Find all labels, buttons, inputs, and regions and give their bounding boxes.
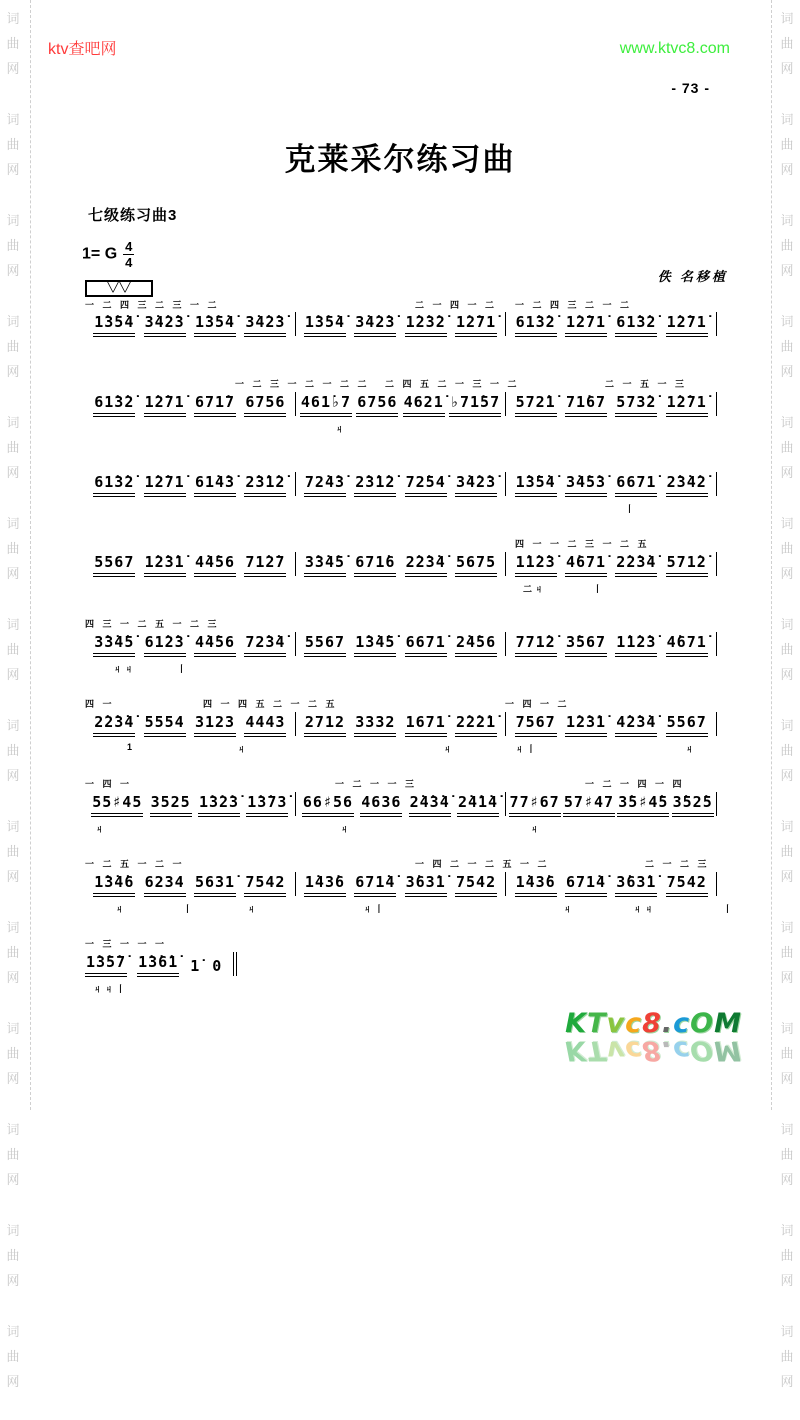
note-group: 3̇63̇1̇ [405,873,447,897]
note-group: 1̇ [190,957,201,975]
logo-letter: M [714,1008,742,1039]
watermark-group: 词 曲 网 [6,617,20,682]
fingering-marks-above: 一 三 一 一 一 [85,939,168,949]
logo-letter: O [690,1008,715,1039]
note-group: 72̇3̇4̇ [244,633,286,657]
note-group: 4̇671̇ [565,553,607,577]
note-group: 2̇3̇1̇2̇ [354,473,396,497]
note-group: 5554 [144,713,186,737]
measure [85,793,295,817]
note-group: 72̇4̇3̇ [304,473,346,497]
note-group: 61̇2̇3̇ [144,633,186,657]
bowing-marks-below: ㄐ 丨 [515,744,536,754]
bowing-marks-below: ㄐ [340,824,350,834]
bowing-marks-below: 丨 [593,584,603,594]
watermark-group: 词 曲 网 [6,1223,20,1288]
note-group: 1̇43̇6 [304,873,346,897]
bowing-marks-below: ㄐ [115,904,125,914]
fingering-marks-above: 一 四 一 [85,779,133,789]
note-group: 4̇671̇ [666,633,708,657]
logo-letter: K [565,1008,588,1039]
score-line [85,844,733,924]
logo-letter: K [565,1035,588,1066]
logo-letter: . [661,1035,674,1066]
fingering-marks-above: 二 一 二 三 [645,859,710,869]
watermark-group: 词 曲 网 [780,819,794,884]
note-group: 6756 [244,393,286,417]
note-group: 7542 [666,873,708,897]
note-group: 4443 [244,713,286,737]
watermark-group: 词 曲 网 [6,1324,20,1389]
note-group: 4̇4̇56 [194,633,236,657]
note-group: 61̇3̇2̇ [615,313,657,337]
note-group: 1̇3̇2̇3̇ [198,793,240,817]
watermark-group: 词 曲 网 [6,1021,20,1086]
fingering-marks-above: 二 一 五 一 三 [605,379,688,389]
bowing-marks-below: 二 ㄐ [523,584,544,594]
notes-row [85,632,717,657]
measure [296,473,506,497]
score [85,278,733,1004]
watermark-group: 词 曲 网 [780,1021,794,1086]
note-group: 3̇3̇4̇5̇ [304,553,346,577]
note-group: 71̇67 [565,393,607,417]
watermark-column-left [2,6,24,1420]
note-group: 2̇2̇3̇4̇ [615,553,657,577]
watermark-group: 词 曲 网 [780,314,794,379]
note-group: 3̇4̇5̇3̇ [565,473,607,497]
note-group: 61̇3̇2̇ [93,393,135,417]
note-group: 3̇567 [565,633,607,657]
note-group: 5631̇ [194,873,236,897]
note-group: 573̇2̇ [615,393,657,417]
note-group: 5675 [455,553,497,577]
note-group: 7567 [515,713,557,737]
logo-letter: 8 [642,1008,662,1039]
notes-row [85,872,717,897]
bowing-marks-below: ㄐ [247,904,257,914]
barline [716,872,717,897]
time-signature [123,240,134,269]
notes-row [85,552,717,577]
note-group: 3̇63̇1̇ [615,873,657,897]
note-group: 66♯56 [302,793,354,817]
measure [85,873,295,897]
note-group: 77♯67 [509,793,561,817]
measure [85,953,233,977]
measure [296,313,506,337]
note-group: 2̇4̇3̇4̇ [409,793,451,817]
watermark-column-right [776,6,798,1420]
note-group: 1̇3̇5̇4̇ [515,473,557,497]
score-line [85,444,717,524]
note-group: 4636 [360,793,402,817]
note-group: 572̇1̇ [515,393,557,417]
note-group: 1̇2̇71̇ [666,393,708,417]
score-line [85,604,717,684]
watermark-group: 词 曲 网 [780,1122,794,1187]
bowing-marks-below: ㄐ 丨 [363,904,384,914]
notes-row [85,392,717,417]
note-group: 1̇2̇3̇1̇ [144,553,186,577]
note-group: 1̇3̇5̇7̇ [85,953,127,977]
page-title: 克莱采尔练习曲 [284,142,516,177]
note-group: 771̇2̇ [515,633,557,657]
bowing-marks-below: 丨 [723,904,733,914]
note-group: 7542 [244,873,286,897]
measure [506,393,716,417]
score-line [85,764,717,844]
note-group: 3332 [354,713,396,737]
measure [506,713,716,737]
note-group: 1̇43̇6 [515,873,557,897]
watermark-group: 词 曲 网 [6,920,20,985]
note-group: 3̇4̇2̇3̇ [244,313,286,337]
note-group: 1̇3̇6̇1̇ [137,953,179,977]
note-group: 3̇52̇5 [672,793,714,817]
note-group: 461̇♭7 [300,393,352,417]
fingering-marks-above: 四 一 一 二 三 一 二 五 [515,539,650,549]
composer-credit: 佚 名移植 [657,269,728,284]
watermark-group: 词 曲 网 [780,920,794,985]
measure [296,873,506,897]
score-line [85,924,717,1004]
note-group: 6756 [356,393,398,417]
note-group: 2712 [304,713,346,737]
logo-letter: v [606,1008,626,1039]
logo-letter: 8 [642,1035,662,1066]
note-group: 4̇2̇3̇4̇ [615,713,657,737]
bowing-marks-below: ㄐ [335,424,345,434]
fingering-marks-above: 二 四 五 二 一 三 一 二 [385,379,520,389]
fingering-marks-above: 二 一 四 一 二 [415,300,498,310]
bowing-marks-below: 丨 [183,904,193,914]
measure [85,313,295,337]
note-group: 3123 [194,713,236,737]
bowing-marks-below: ㄐ [685,744,695,754]
fingering-marks-above: 四 一 四 五 二 一 二 五 [203,699,338,709]
note-group: 2̇2̇2̇1̇ [455,713,497,737]
measure [85,553,295,577]
note-group: 1̇3̇5̇4̇ [304,313,346,337]
measure [85,713,295,737]
note-group: 6671̇ [405,633,447,657]
note-group: 2̇2̇3̇4̇ [405,553,447,577]
barline [716,392,717,417]
score-line [85,524,717,604]
note-group: ♭71̇57 [449,393,501,417]
note-group: 1̇2̇3̇1̇ [565,713,607,737]
note-group: 671̇4̇ [565,873,607,897]
fingering-marks-above: 一 二 五 一 二 一 [85,859,185,869]
note-group: 2̇4̇1̇4̇ [457,793,499,817]
note-group: 61̇4̇3̇ [194,473,236,497]
bowing-marks-below: ㄐ [530,824,540,834]
barline [716,552,717,577]
note-group: 1̇1̇2̇3̇ [615,633,657,657]
fingering-marks-above: 一 二 三 一 二 一 二 二 [235,379,370,389]
watermark-group: 词 曲 网 [6,718,20,783]
measure [506,873,716,897]
watermark-group: 词 曲 网 [780,112,794,177]
note-group: 57♯47 [563,793,615,817]
ktvc8-logo [565,1008,742,1066]
barline [716,792,717,817]
note-group: 55♯45 [91,793,143,817]
note-group: 1̇1̇2̇3̇ [515,553,557,577]
measure [85,633,295,657]
note-group: 1̇2̇71̇ [144,393,186,417]
note-group: 2̇3̇1̇2̇ [244,473,286,497]
barline [716,632,717,657]
note-group: 671̇4̇ [354,873,396,897]
note-group: 61̇3̇2̇ [515,313,557,337]
fingering-marks-above: 四 三 一 二 五 一 二 三 [85,619,220,629]
barline [716,712,717,737]
note-group: 71̇2̇7 [244,553,286,577]
logo-letter: O [690,1035,715,1066]
note-group: 3̇4̇2̇3̇ [455,473,497,497]
fingering-marks-above: 一 四 一 二 [505,699,570,709]
note-group: 1̇3̇5̇4̇ [194,313,236,337]
note-group: 5567 [304,633,346,657]
logo-letter: c [625,1008,643,1039]
key-label: 1= G [82,245,118,263]
bowing-marks-below: ㄐ ㄐ 丨 [93,984,126,994]
score-line [85,684,717,764]
note-group: 3̇3̇4̇5̇ [93,633,135,657]
note-group: 671̇7 [194,393,236,417]
measure [506,473,716,497]
score-line [85,364,717,444]
note-group: 0 [212,957,223,975]
watermark-group: 词 曲 网 [6,213,20,278]
time-denominator: 4 [125,255,133,270]
note-group: 5567 [666,713,708,737]
bowing-marks-below: ㄐ ㄐ [113,664,134,674]
note-group: 6671̇ [615,473,657,497]
watermark-group: 词 曲 网 [6,11,20,76]
measure [506,633,716,657]
key-signature [82,240,134,269]
logo-letter: c [673,1035,691,1066]
note-group: 2̇2̇3̇4̇ [93,713,135,737]
watermark-group: 词 曲 网 [780,516,794,581]
measure [85,393,295,417]
note-group: 3̇4̇2̇3̇ [144,313,186,337]
logo-letter: c [625,1035,643,1066]
time-numerator: 4 [125,239,133,254]
barline [716,312,717,337]
bowing-marks-below: 丨 [177,664,187,674]
note-group: 3525 [150,793,192,817]
bowing-marks-below: ㄐ ㄐ [633,904,654,914]
logo-letter: v [606,1035,626,1066]
measure [296,713,506,737]
notes-row [85,952,237,977]
note-group: 1671̇ [405,713,447,737]
watermark-group: 词 曲 网 [6,415,20,480]
barline [716,472,717,497]
watermark-group: 词 曲 网 [780,718,794,783]
watermark-group: 词 曲 网 [6,314,20,379]
note-group: 2̇4̇56 [455,633,497,657]
note-group: 1̇3̇4̇5̇ [354,633,396,657]
measure [506,553,716,577]
site-name-left: ktv查吧网 [48,41,117,58]
score-line [85,278,717,364]
fingering-marks-above: 一 二 四 三 二 一 二 [515,300,633,310]
watermark-group: 词 曲 网 [780,617,794,682]
fingering-marks-above: 四 一 [85,699,115,709]
bowing-marks-below: ㄐ [95,824,105,834]
measure [506,313,716,337]
note-group: 72̇54̇ [405,473,447,497]
note-group: 1̇2̇71̇ [565,313,607,337]
note-group: 1̇3̇5̇4̇ [93,313,135,337]
fingering-marks-above: 一 四 二 一 二 五 一 二 [415,859,550,869]
note-group: 671̇6 [354,553,396,577]
final-barline [233,952,237,977]
notes-row [85,712,717,737]
note-group: 571̇2̇ [666,553,708,577]
note-group: 6234 [144,873,186,897]
watermark-group: 词 曲 网 [780,1324,794,1389]
watermark-group: 词 曲 网 [780,213,794,278]
fingering-marks-above: 一 二 四 三 二 三 一 二 [85,300,220,310]
note-group: 1̇2̇71̇ [144,473,186,497]
note-group: 3̇5♯4̇5 [617,793,669,817]
logo-letter: T [587,1008,607,1039]
note-group: 1̇3̇73̇ [246,793,288,817]
watermark-group: 词 曲 网 [780,11,794,76]
bowing-marks-below: ㄐ [443,744,453,754]
fingering-marks-above: 一 二 一 一 三 [335,779,418,789]
ktvc8-logo-reflection [565,1035,742,1066]
note-group: 1̇2̇71̇ [455,313,497,337]
subtitle: 七级练习曲3 [88,207,178,224]
bowing-marks-below: 1 [127,742,133,752]
measure [296,553,506,577]
note-group: 1̇2̇71̇ [666,313,708,337]
logo-letter: . [661,1008,674,1039]
logo-letter: M [714,1035,742,1066]
measure [296,393,506,417]
watermark-group: 词 曲 网 [6,516,20,581]
measure [296,793,506,817]
note-group: 7542 [455,873,497,897]
note-group: 61̇3̇2̇ [93,473,135,497]
watermark-group: 词 曲 网 [6,819,20,884]
notes-row [85,792,717,817]
watermark-group: 词 曲 网 [780,415,794,480]
notes-row [85,472,717,497]
note-group: 4̇4̇56 [194,553,236,577]
watermark-group: 词 曲 网 [6,1122,20,1187]
logo-letter: T [587,1035,607,1066]
logo-letter: c [673,1008,691,1039]
note-group: 1̇3̇4̇6 [93,873,135,897]
measure [506,793,716,817]
site-url-right: www.ktvc8.com [619,40,730,57]
note-group: 1̇2̇3̇2̇ [405,313,447,337]
bowing-marks-below: ㄐ [237,744,247,754]
bowing-marks-below: 丨 [625,504,635,514]
fingering-marks-above: 一 二 一 四 一 四 [585,779,685,789]
page-number: - 73 - [671,80,710,96]
tremolo-ornament-box: ╲╱╲╱ [85,280,153,297]
measure [85,473,295,497]
note-group: 3̇4̇2̇3̇ [354,313,396,337]
measure [296,633,506,657]
note-group: 4621̇ [403,393,445,417]
notes-row [85,312,717,337]
watermark-group: 词 曲 网 [6,112,20,177]
watermark-group: 词 曲 网 [780,1223,794,1288]
bowing-marks-below: ㄐ [563,904,573,914]
note-group: 2̇3̇4̇2̇ [666,473,708,497]
note-group: 5567 [93,553,135,577]
